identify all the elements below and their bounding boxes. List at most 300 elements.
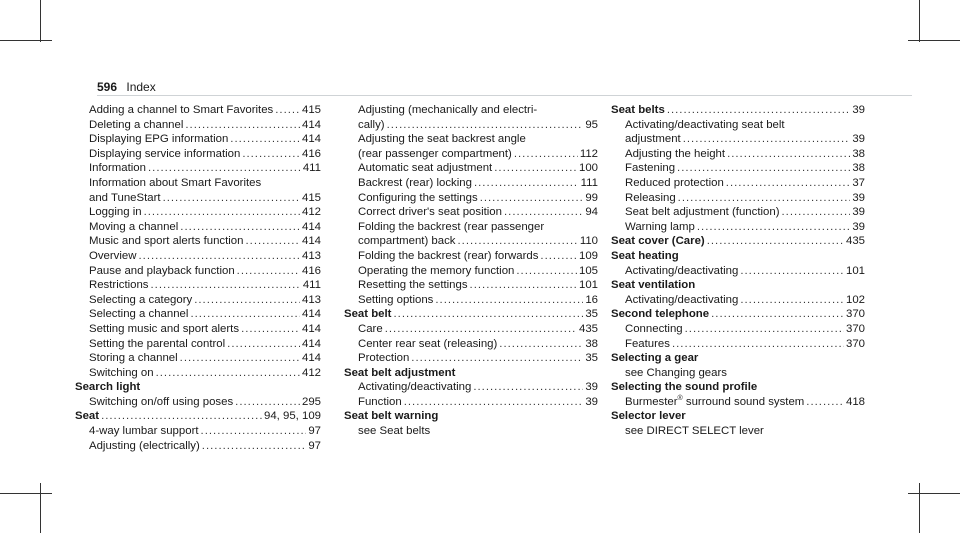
leader-dots — [726, 176, 851, 191]
index-entry — [75, 147, 321, 162]
index-entry — [75, 132, 321, 147]
crop-mark — [40, 0, 41, 42]
page-reference: 97 — [308, 425, 321, 438]
index-label — [89, 351, 178, 366]
leader-dots — [480, 191, 584, 206]
index-entry — [344, 161, 598, 176]
page-reference: 416 — [301, 147, 321, 160]
header-divider — [97, 95, 912, 96]
page-reference: 411 — [302, 279, 321, 292]
leader-dots — [242, 147, 300, 162]
index-label: Seat belt warning — [344, 410, 439, 423]
index-entry — [344, 191, 598, 206]
index-label — [358, 264, 514, 279]
page-reference: 39 — [585, 395, 598, 408]
leader-dots — [514, 147, 578, 162]
page-reference: 415 — [301, 191, 321, 204]
index-entry — [611, 176, 865, 191]
leader-dots — [504, 205, 583, 220]
crop-mark — [908, 493, 960, 494]
index-heading — [75, 380, 321, 395]
index-label — [625, 176, 724, 191]
index-label — [358, 249, 538, 264]
index-entry — [344, 337, 598, 352]
index-heading — [75, 409, 321, 424]
index-label: Seat ventilation — [611, 279, 696, 292]
index-label-text: Automatic seat adjustment — [358, 162, 493, 175]
index-label-text: Connecting — [625, 322, 683, 335]
page-reference: 39 — [852, 206, 865, 219]
index-label-text: Selecting a channel — [89, 308, 189, 321]
leader-dots — [194, 293, 300, 308]
index-line — [611, 424, 865, 439]
index-label — [358, 293, 433, 308]
index-label-text: Resetting the settings — [358, 279, 468, 292]
leader-dots — [151, 278, 301, 293]
leader-dots — [387, 118, 584, 133]
leader-dots — [148, 161, 301, 176]
index-label-text: Displaying service information — [89, 147, 241, 160]
index-label-text: Moving a channel — [89, 220, 179, 233]
page-reference: 101 — [845, 264, 865, 277]
page-reference: 111 — [580, 176, 598, 189]
index-label-text: Storing a channel — [89, 352, 178, 365]
leader-dots — [404, 395, 584, 410]
index-label-text: Fastening — [625, 162, 676, 175]
index-label — [89, 264, 235, 279]
index-entry — [75, 249, 321, 264]
leader-dots — [411, 351, 583, 366]
leader-dots — [707, 234, 844, 249]
index-label-text: Setting the parental control — [89, 337, 226, 350]
leader-dots — [275, 103, 300, 118]
section-title: Index — [126, 80, 156, 94]
page-reference: 110 — [579, 235, 598, 248]
leader-dots — [180, 351, 300, 366]
leader-dots — [516, 264, 577, 279]
page-reference: 102 — [845, 293, 865, 306]
leader-dots — [740, 264, 844, 279]
page-reference: 38 — [585, 337, 598, 350]
index-label-text: 4-way lumbar support — [89, 425, 199, 438]
index-label-text: Center rear seat (releasing) — [358, 337, 498, 350]
leader-dots — [393, 307, 583, 322]
index-label — [625, 191, 676, 206]
index-label-text: Switching on/off using poses — [89, 395, 234, 408]
leader-dots — [711, 307, 844, 322]
leader-dots — [144, 205, 300, 220]
page-reference: 38 — [852, 162, 865, 175]
index-heading — [611, 234, 865, 249]
leader-dots — [667, 103, 851, 118]
index-entry — [611, 337, 865, 352]
index-heading — [344, 409, 598, 424]
page-reference: 412 — [301, 206, 321, 219]
index-label — [89, 366, 154, 381]
page-reference: 105 — [578, 264, 598, 277]
index-label — [611, 103, 665, 118]
index-label-text: Selecting a category — [89, 293, 193, 306]
crop-mark — [908, 40, 960, 41]
page-reference: 414 — [301, 118, 321, 131]
leader-dots — [782, 205, 851, 220]
index-label-text: Adjusting the height — [625, 147, 726, 160]
index-entry — [75, 278, 321, 293]
index-label: Seat belt adjustment — [344, 366, 456, 379]
index-label-text: Care — [358, 322, 383, 335]
index-label — [89, 103, 273, 118]
page-reference: 39 — [585, 381, 598, 394]
page-reference: 101 — [578, 279, 598, 292]
index-label-text: Seat — [75, 410, 100, 423]
page-reference: 39 — [852, 104, 865, 116]
registered-mark: ® — [677, 395, 683, 403]
index-column-3 — [611, 103, 865, 439]
page-reference: 413 — [301, 249, 321, 262]
index-line — [344, 132, 598, 147]
index-entry — [611, 293, 865, 308]
index-label — [89, 234, 243, 249]
index-entry — [75, 322, 321, 337]
index-label-text: Releasing — [625, 191, 676, 204]
index-label — [358, 322, 383, 337]
index-label — [89, 307, 188, 322]
index-entry — [75, 439, 321, 454]
index-label — [358, 161, 492, 176]
index-label — [89, 191, 161, 206]
index-label-text: Logging in — [89, 206, 142, 219]
index-label — [625, 220, 695, 235]
index-entry — [344, 351, 598, 366]
crop-mark — [0, 40, 52, 41]
index-column-1 — [75, 103, 321, 453]
index-entry — [611, 191, 865, 206]
leader-dots — [697, 220, 850, 235]
page-reference: 39 — [852, 191, 865, 204]
index-heading — [611, 351, 865, 366]
page-reference: 418 — [845, 395, 865, 408]
leader-dots — [237, 264, 300, 279]
leader-dots — [473, 380, 583, 395]
index-heading — [344, 366, 598, 381]
index-label-text: Warning lamp — [625, 220, 695, 233]
page-reference: 95 — [585, 118, 598, 131]
index-entry — [344, 395, 598, 410]
index-label — [358, 191, 478, 206]
index-label-text: Burmester — [625, 395, 678, 408]
index-entry — [344, 322, 598, 337]
index-entry — [75, 118, 321, 133]
index-label-text: cally) — [358, 118, 385, 131]
index-label — [89, 132, 228, 147]
leader-dots — [201, 424, 307, 439]
index-label-text: Displaying EPG information — [89, 133, 229, 146]
index-heading — [611, 380, 865, 395]
page-reference: 435 — [845, 235, 865, 248]
page-reference: 38 — [852, 147, 865, 160]
index-entry — [75, 205, 321, 220]
index-line — [344, 220, 598, 235]
crop-mark — [919, 483, 920, 533]
page-reference: 97 — [308, 439, 321, 452]
index-heading — [611, 103, 865, 118]
index-label — [89, 322, 239, 337]
page-reference: 37 — [852, 176, 865, 189]
index-label — [358, 176, 472, 191]
index-label — [75, 409, 99, 424]
index-label — [625, 337, 670, 352]
index-label-text: Operating the memory function — [358, 264, 515, 277]
index-entry — [344, 293, 598, 308]
index-label-text: Overview — [89, 249, 137, 262]
index-entry — [75, 424, 321, 439]
page-reference: 94 — [585, 206, 598, 219]
index-label — [89, 161, 146, 176]
index-label — [89, 439, 200, 454]
index-entry — [611, 322, 865, 337]
index-label — [89, 118, 183, 133]
page-reference: 411 — [302, 162, 321, 175]
leader-dots — [385, 322, 577, 337]
index-column-2 — [344, 103, 598, 439]
index-label-text: Pause and playback function — [89, 264, 235, 277]
page-reference: 416 — [301, 264, 321, 277]
leader-dots — [202, 439, 307, 454]
index-label: see DIRECT SELECT lever — [625, 425, 764, 438]
index-entry — [344, 380, 598, 395]
page-reference: 415 — [301, 104, 321, 116]
leader-dots — [806, 395, 844, 410]
index-label-text: Features — [625, 337, 670, 350]
index-entry — [611, 395, 865, 410]
index-label: Adjusting (mechanically and electri- — [358, 104, 538, 116]
index-label-text: Activating/deactivating — [625, 264, 739, 277]
leader-dots — [185, 118, 300, 133]
index-line — [611, 118, 865, 133]
index-label: Selecting a gear — [611, 352, 699, 365]
leader-dots — [241, 322, 300, 337]
index-label: Activating/deactivating seat belt — [625, 118, 785, 131]
leader-dots — [677, 161, 850, 176]
page-reference: 109 — [578, 249, 598, 262]
index-entry — [344, 205, 598, 220]
index-label — [625, 322, 683, 337]
index-label-text: Seat belts — [611, 104, 665, 116]
leader-dots — [235, 395, 300, 410]
index-entry — [611, 147, 865, 162]
index-label — [358, 234, 456, 249]
index-entry — [75, 161, 321, 176]
index-label: see Changing gears — [625, 366, 727, 379]
index-label-text: Setting music and sport alerts — [89, 322, 240, 335]
index-label: Information about Smart Favorites — [89, 176, 262, 189]
index-heading — [611, 409, 865, 424]
index-entry — [611, 264, 865, 279]
index-entry — [75, 191, 321, 206]
leader-dots — [499, 337, 583, 352]
index-label — [89, 278, 149, 293]
page-reference: 35 — [585, 352, 598, 365]
page-reference: 35 — [585, 308, 598, 321]
index-label-text: and TuneStart — [89, 191, 161, 204]
page-reference: 370 — [845, 322, 865, 335]
index-label-text: adjustment — [625, 133, 681, 146]
index-label-text: Adding a channel to Smart Favorites — [89, 104, 274, 116]
leader-dots — [540, 249, 577, 264]
index-label-text: Restrictions — [89, 279, 149, 292]
index-entry — [75, 103, 321, 118]
index-label — [625, 395, 804, 410]
index-entry — [75, 264, 321, 279]
index-label — [611, 234, 705, 249]
page-reference: 94, 95, 109 — [263, 410, 321, 423]
page-reference: 414 — [301, 322, 321, 335]
index-label-text: Switching on — [89, 366, 154, 379]
index-label-text: Adjusting (electrically) — [89, 439, 200, 452]
index-line — [344, 103, 598, 118]
index-label — [625, 264, 738, 279]
index-entry — [344, 264, 598, 279]
index-entry — [75, 307, 321, 322]
index-entry — [75, 337, 321, 352]
index-label — [89, 147, 240, 162]
page-reference: 39 — [852, 220, 865, 233]
index-entry — [75, 234, 321, 249]
index-label-text: surround sound system — [682, 395, 805, 408]
index-label — [625, 147, 725, 162]
index-entry — [611, 161, 865, 176]
index-label-text: Reduced protection — [625, 176, 724, 189]
index-label — [89, 395, 233, 410]
index-entry — [344, 278, 598, 293]
page-number: 596 — [97, 80, 118, 94]
page-reference: 16 — [585, 293, 598, 306]
page-reference: 435 — [578, 322, 598, 335]
index-entry — [75, 293, 321, 308]
index-label — [625, 132, 681, 147]
index-entry — [344, 249, 598, 264]
index-entry — [75, 366, 321, 381]
index-label-text: Backrest (rear) locking — [358, 176, 472, 189]
index-label — [358, 147, 512, 162]
index-label — [358, 395, 402, 410]
index-entry — [611, 132, 865, 147]
index-entry — [611, 220, 865, 235]
index-label — [89, 337, 225, 352]
crop-mark — [919, 0, 920, 42]
index-label — [358, 351, 409, 366]
index-entry — [344, 147, 598, 162]
leader-dots — [458, 234, 578, 249]
index-line — [611, 366, 865, 381]
leader-dots — [230, 132, 300, 147]
index-label — [611, 307, 709, 322]
index-label — [89, 249, 136, 264]
leader-dots — [740, 293, 844, 308]
index-entry — [75, 351, 321, 366]
index-label: Seat heating — [611, 249, 679, 262]
leader-dots — [190, 307, 300, 322]
index-label-text: compartment) back — [358, 235, 456, 248]
index-label — [89, 205, 142, 220]
leader-dots — [435, 293, 583, 308]
index-line — [344, 424, 598, 439]
index-label-text: Setting options — [358, 293, 434, 306]
page-reference: 370 — [845, 308, 865, 321]
index-label — [625, 293, 738, 308]
leader-dots — [227, 337, 300, 352]
index-entry — [344, 176, 598, 191]
index-label — [344, 307, 391, 322]
leader-dots — [672, 337, 844, 352]
index-label-text: (rear passenger compartment) — [358, 147, 512, 160]
index-label — [625, 205, 780, 220]
leader-dots — [494, 161, 577, 176]
index-label-text: Protection — [358, 352, 410, 365]
index-heading — [344, 307, 598, 322]
index-label: Search light — [75, 381, 141, 394]
index-label-text: Information — [89, 162, 146, 175]
index-label — [89, 293, 192, 308]
index-label-text: Function — [358, 395, 402, 408]
leader-dots — [470, 278, 577, 293]
index-label-text: Folding the backrest (rear) forwards — [358, 249, 539, 262]
page-reference: 295 — [301, 395, 321, 408]
leader-dots — [245, 234, 300, 249]
index-label: Selecting the sound profile — [611, 381, 758, 394]
index-label — [625, 161, 675, 176]
crop-mark — [40, 483, 41, 533]
page-reference: 414 — [301, 308, 321, 321]
index-entry — [344, 234, 598, 249]
leader-dots — [474, 176, 579, 191]
index-label — [358, 118, 385, 133]
index-label-text: Seat belt adjustment (function) — [625, 206, 780, 219]
index-label — [358, 380, 471, 395]
index-label — [358, 205, 502, 220]
index-label-text: Music and sport alerts function — [89, 235, 244, 248]
index-label-text: Seat belt — [344, 308, 392, 321]
index-label — [358, 278, 468, 293]
page-reference: 414 — [301, 220, 321, 233]
page-reference: 39 — [852, 133, 865, 146]
index-label-text: Second telephone — [611, 308, 710, 321]
page-header — [97, 80, 156, 94]
index-label — [358, 337, 497, 352]
index-label-text: Activating/deactivating — [625, 293, 739, 306]
index-line — [75, 176, 321, 191]
leader-dots — [683, 132, 851, 147]
page-reference: 112 — [579, 147, 598, 160]
leader-dots — [101, 409, 262, 424]
index-entry — [75, 220, 321, 235]
leader-dots — [163, 191, 300, 206]
index-label-text: Activating/deactivating — [358, 381, 472, 394]
page-reference: 100 — [578, 162, 598, 175]
leader-dots — [138, 249, 300, 264]
index-heading — [611, 249, 865, 264]
page-reference: 414 — [301, 337, 321, 350]
index-label-text: Configuring the settings — [358, 191, 478, 204]
index-label: see Seat belts — [358, 425, 431, 438]
index-heading — [611, 307, 865, 322]
index-label: Folding the backrest (rear passenger — [358, 220, 545, 233]
page-reference: 414 — [301, 133, 321, 146]
index-label — [89, 424, 199, 439]
page-reference: 414 — [301, 352, 321, 365]
leader-dots — [180, 220, 300, 235]
page-reference: 370 — [845, 337, 865, 350]
